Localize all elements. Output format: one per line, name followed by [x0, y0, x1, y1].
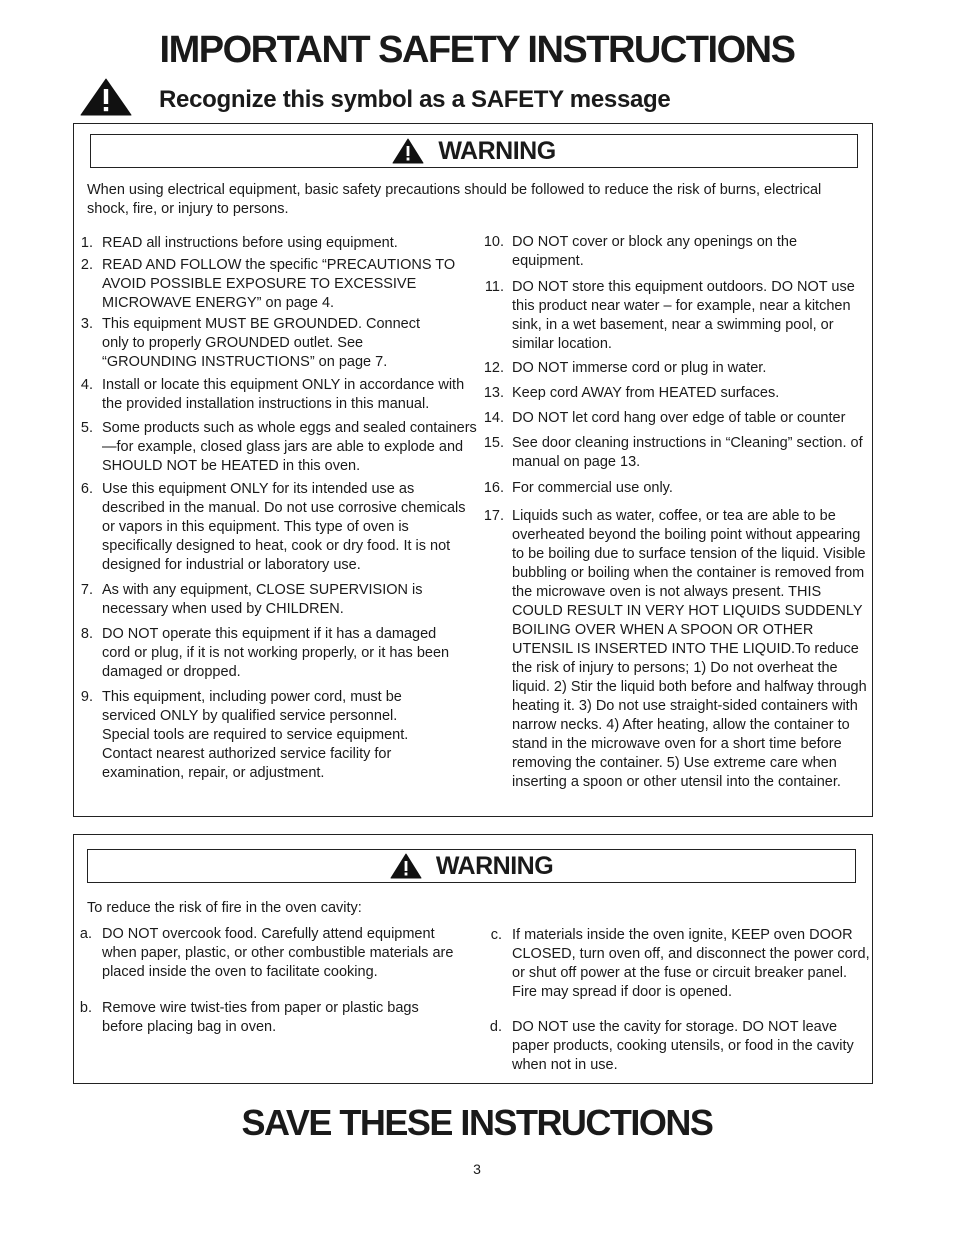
page-title: IMPORTANT SAFETY INSTRUCTIONS	[159, 29, 795, 71]
warning-triangle-icon	[80, 78, 132, 116]
warning-intro: To reduce the risk of fire in the oven cavity:	[87, 900, 362, 916]
warning-header	[90, 134, 858, 168]
safety-symbol-caption: Recognize this symbol as a SAFETY message	[159, 86, 671, 113]
warning-label: WARNING	[438, 136, 556, 165]
page-number: 3	[473, 1161, 481, 1177]
warning-triangle-icon	[392, 138, 424, 164]
warning-triangle-icon	[390, 853, 422, 879]
warning-intro: When using electrical equipment, basic safety precautions should be followed to reduce the risk of burns, electrical shock, fire, or injury to persons.	[87, 182, 822, 217]
warning-box-fire: WARNING To reduce the risk of fire in the oven cavity: a. DO NOT overcook food. Carefully attend equipment when paper, plastic, or other combustible materials are placed inside the oven to facilitate cooking. b. Remove wire twist-ties from paper or plastic bags before placing bag in oven. c. If materials inside the oven ignite, KEEP oven DOOR CLOSED, turn oven off, and disconnect the power cord, or shut off power at the fuse or circuit breaker panel. Fire may spread if door is opened. d. DO NOT use the cavity for storage. DO NOT leave paper products, cooking utensils, or food in the cavity when not in use.	[73, 834, 873, 1084]
warning-box-general: WARNING When using electrical equipment, basic safety precautions should be followed to reduce the risk of burns, electrical shock, fire, or injury to persons. 1. READ all instructions before using equipment. 2. READ AND FOLLOW the specific “PRECAUTIONS TO AVOID POSSIBLE EXPOSURE TO EXCESSIVE MICROWAVE ENERGY” on page 4. 3. This equipment MUST BE GROUNDED. Connect only to properly GROUNDED outlet. See “GROUNDING INSTRUCTIONS” on page 7. 4. Install or locate this equipment ONLY in accordance with the provided installation instructions in this manual. 5. Some products such as whole eggs and sealed containers—for example, closed glass jars are able to explode and SHOULD NOT be HEATED in this oven. 6. Use this equipment ONLY for its intended use as described in the manual. Do not use corrosive chemicals or vapors in this equipment. This type of oven is specifically designed to heat, cook or dry food. It is not designed for industrial or laboratory use. 7. As with any equipment, CLOSE SUPERVISION is necessary when used by CHILDREN. 8. DO NOT operate this equipment if it has a damaged cord or plug, if it is not working properly, or it has been damaged or dropped. 9. This equipment, including power cord, must be serviced ONLY by qualified service personnel. Special tools are required to service equipment. Contact nearest authorized service facility for examination, repair, or adjustment. 10. DO NOT cover or block any openings on the equipment. 11. DO NOT store this equipment outdoors. DO NOT use this product near water – for example, near a kitchen sink, in a wet basement, near a swimming pool, or similar location. 12. DO NOT immerse cord or plug in water. 13. Keep cord AWAY from HEATED surfaces. 14. DO NOT let cord hang over edge of table or counter 15. See door cleaning instructions in “Cleaning” section. of manual on page 13. 16. For commercial use only. 17. Liquids such as water, coffee, or tea are able to be overheated beyond the boiling point without appearing to be boiling due to surface tension of the liquid. Visible bubbling or boiling when the container is removed from the microwave oven is not always present. THIS COULD RESULT IN VERY HOT LIQUIDS SUDDENLY BOILING OVER WHEN A SPOON OR OTHER UTENSIL IS INSERTED INTO THE LIQUID.To reduce the risk of injury to persons; 1) Do not overheat the liquid. 2) Stir the liquid both before and halfway through heating it. 3) Do not use straight-sided containers with narrow necks. 4) After heating, allow the container to stand in the microwave oven for a short time before removing the container. 5) Use extreme care when inserting a spoon or other utensil into the container.	[73, 123, 873, 817]
warning-header	[87, 849, 856, 883]
save-instructions-title: SAVE THESE INSTRUCTIONS	[241, 1102, 713, 1143]
warning-label: WARNING	[435, 851, 554, 880]
